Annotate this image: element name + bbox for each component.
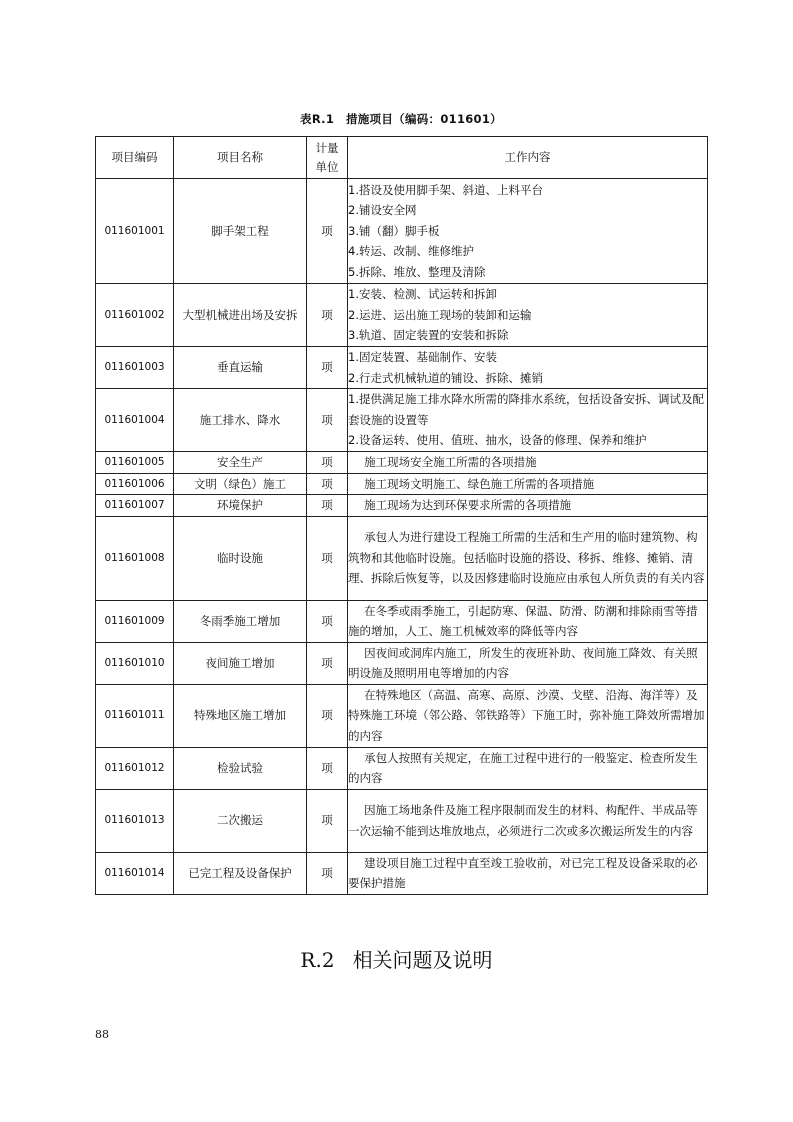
item-name: 脚手架工程 [174,179,307,284]
table-row [96,347,708,389]
work-line: 施工现场文明施工、绿色施工所需的各项措施 [364,476,595,491]
work-line: 4.转运、改制、维修维护 [348,244,474,259]
table-header-row [96,137,708,179]
item-code: 011601012 [96,747,174,789]
table-row [96,852,708,894]
table-row [96,179,708,284]
work-line: 2.行走式机械轨道的铺设、拆除、摊销 [348,370,543,385]
item-unit: 项 [307,516,348,600]
item-name: 冬雨季施工增加 [174,600,307,642]
table-caption: 表R.1 措施项目（编码：011601） [300,112,502,126]
header-unit-line2: 单位 [315,159,339,174]
work-content [348,284,708,347]
table-row [96,747,708,789]
work-content [348,852,708,894]
table-row [96,642,708,684]
work-line: 2.设备运转、使用、值班、抽水，设备的修理、保养和维护 [348,433,647,448]
work-line: 承包人按照有关规定，在施工过程中进行的一般鉴定、检查所发生的内容 [348,750,698,785]
work-line: 因夜间或洞库内施工，所发生的夜班补助、夜间施工降效、有关照明设施及照明用电等增加的内容 [348,645,698,680]
item-code: 011601006 [96,473,174,495]
table-row [96,684,708,747]
work-line: 因施工场地条件及施工程序限制而发生的材料、构配件、半成品等一次运输不能到达堆放地点，必须进行二次或多次搬运所发生的内容 [348,803,698,838]
table-row [96,473,708,495]
work-content [348,347,708,389]
item-name: 文明（绿色）施工 [174,473,307,495]
section-number: R.2 [300,948,335,972]
item-unit: 项 [307,684,348,747]
work-line: 1.安装、检测、试运转和拆卸 [348,287,497,302]
item-name: 施工排水、降水 [174,389,307,452]
work-content [348,389,708,452]
item-name: 垂直运输 [174,347,307,389]
item-name: 特殊地区施工增加 [174,684,307,747]
item-code: 011601014 [96,852,174,894]
work-content [348,600,708,642]
work-line: 1.搭设及使用脚手架、斜道、上料平台 [348,182,543,197]
item-code: 011601011 [96,684,174,747]
item-unit: 项 [307,789,348,852]
work-content [348,642,708,684]
work-content [348,473,708,495]
item-code: 011601004 [96,389,174,452]
item-code: 011601001 [96,179,174,284]
item-unit: 项 [307,452,348,474]
work-line: 3.铺（翻）脚手板 [348,223,440,238]
item-unit: 项 [307,179,348,284]
work-content [348,789,708,852]
work-line: 2.运进、运出施工现场的装卸和运输 [348,307,532,322]
table-row [96,495,708,517]
item-code: 011601005 [96,452,174,474]
header-code: 项目编码 [96,137,174,179]
item-code: 011601010 [96,642,174,684]
item-unit: 项 [307,747,348,789]
table-row [96,389,708,452]
work-line: 2.铺设安全网 [348,203,417,218]
page-number: 88 [95,1028,109,1041]
item-code: 011601013 [96,789,174,852]
item-unit: 项 [307,642,348,684]
work-line: 1.固定装置、基础制作、安装 [348,350,497,364]
work-line: 在特殊地区（高温、高寒、高原、沙漠、戈壁、沿海、海洋等）及特殊施工环境（邻公路、邻铁路等）下施工时，弥补施工降效所需增加的内容 [348,687,705,743]
section-heading [0,944,793,973]
item-code: 011601008 [96,516,174,600]
work-line: 施工现场安全施工所需的各项措施 [364,455,537,469]
item-name: 环境保护 [174,495,307,517]
header-work: 工作内容 [348,137,708,179]
work-line: 施工现场为达到环保要求所需的各项措施 [364,498,572,512]
item-name: 检验试验 [174,747,307,789]
work-line: 3.轨道、固定装置的安装和拆除 [348,328,509,343]
item-name: 二次搬运 [174,789,307,852]
item-name: 已完工程及设备保护 [174,852,307,894]
header-name: 项目名称 [174,137,307,179]
item-name: 大型机械进出场及安拆 [174,284,307,347]
work-content [348,516,708,600]
item-code: 011601009 [96,600,174,642]
work-content [348,452,708,474]
item-unit: 项 [307,389,348,452]
item-unit: 项 [307,495,348,517]
work-line: 1.提供满足施工排水降水所需的降排水系统，包括设备安拆、调试及配套设施的设置等 [348,392,704,427]
work-content [348,684,708,747]
work-line: 在冬季或雨季施工，引起防寒、保温、防滑、防潮和排除雨雪等措施的增加，人工、施工机械效率的降低等内容 [348,603,698,638]
work-content [348,747,708,789]
table-row [96,284,708,347]
header-unit-line1: 计量 [315,140,339,155]
item-unit: 项 [307,284,348,347]
item-code: 011601007 [96,495,174,517]
item-code: 011601002 [96,284,174,347]
measures-table [95,136,708,895]
item-unit: 项 [307,852,348,894]
work-content [348,179,708,284]
item-unit: 项 [307,600,348,642]
work-line: 建设项目施工过程中直至竣工验收前，对已完工程及设备采取的必要保护措施 [348,855,698,890]
header-unit [307,137,348,179]
work-line: 承包人为进行建设工程施工所需的生活和生产用的临时建筑物、构筑物和其他临时设施。包括临时设施的搭设、移拆、维修、摊销、清理、拆除后恢复等，以及因修建临时设施应由承包人所负责的有关内容 [348,530,705,586]
item-unit: 项 [307,347,348,389]
item-name: 夜间施工增加 [174,642,307,684]
work-line: 5.拆除、堆放、整理及清除 [348,264,486,279]
section-title: 相关问题及说明 [352,948,493,972]
item-name: 临时设施 [174,516,307,600]
item-code: 011601003 [96,347,174,389]
work-content [348,495,708,517]
item-unit: 项 [307,473,348,495]
table-row [96,516,708,600]
item-name: 安全生产 [174,452,307,474]
table-row [96,600,708,642]
table-row [96,452,708,474]
table-row [96,789,708,852]
